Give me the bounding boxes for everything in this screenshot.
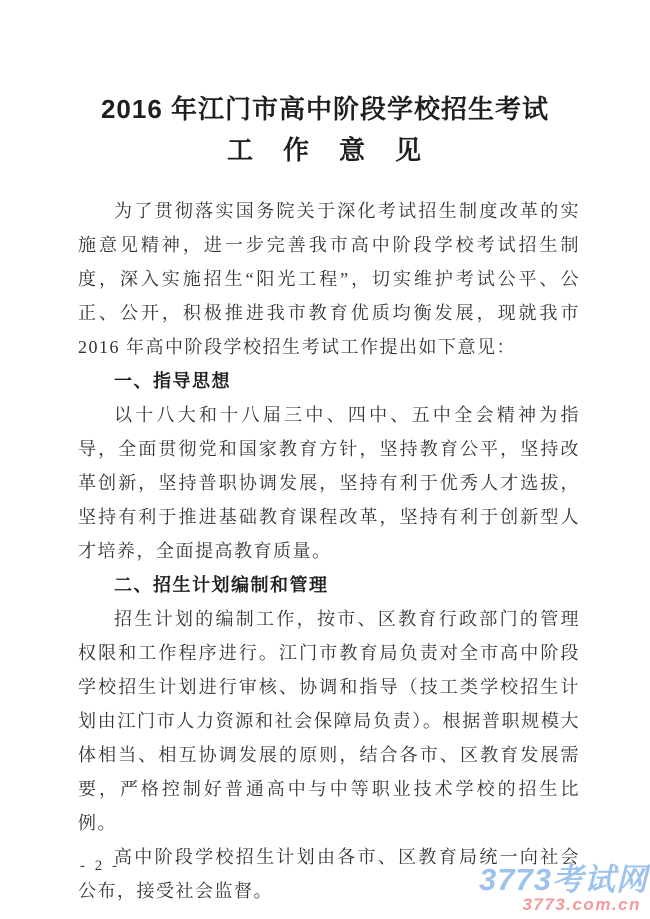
watermark-site-url: 3773.com.cn [522,895,641,914]
watermark-site-name: 3773考试网 [479,862,648,897]
page-title-line1: 2016 年江门市高中阶段学校招生考试 [100,94,550,124]
paragraph-enrollment-plan: 招生计划的编制工作，按市、区教育行政部门的管理权限和工作程序进行。江门市教育局负责对全市高中阶段学校招生计划进行审核、协调和指导（技工类学校招生计划由江门市人力资源和社会保障局负责）。根据普职规模大体相当、相互协调发展的原则，结合各市、区教育发展需要，严格控制好普通高中与中等职业技术学校的招生比例。 [78,609,580,833]
document-title [0,0,650,165]
paragraph-intro: 为了贯彻落实国务院关于深化考试招生制度改革的实施意见精神，进一步完善我市高中阶段学校考试招生制度，深入实施招生“阳光工程”，切实维护考试公平、公正、公开，积极推进我市教育优质均衡发展，现就我市 2016 年高中阶段学校招生考试工作提出如下意见： [78,201,580,357]
section-heading-enrollment-plan: 二、招生计划编制和管理 [114,575,329,595]
paragraph-guiding-ideology: 以十八大和十八届三中、四中、五中全会精神为指导，全面贯彻党和国家教育方针，坚持教育公平，坚持改革创新，坚持普职协调发展，坚持有利于优秀人才选拔，坚持有利于推进基础教育课程改革，坚持有利于创新型人才培养，全面提高教育质量。 [78,405,580,561]
page-number: - 2 - [80,858,120,874]
watermark [479,864,648,913]
paragraph-plan-publication: 高中阶段学校招生计划由各市、区教育局统一向社会公布，接受社会监督。 [78,847,580,901]
section-heading-guiding-ideology: 一、指导思想 [114,371,231,391]
page-title-line2: 工 作 意 见 [226,135,423,165]
document-body [78,194,580,908]
